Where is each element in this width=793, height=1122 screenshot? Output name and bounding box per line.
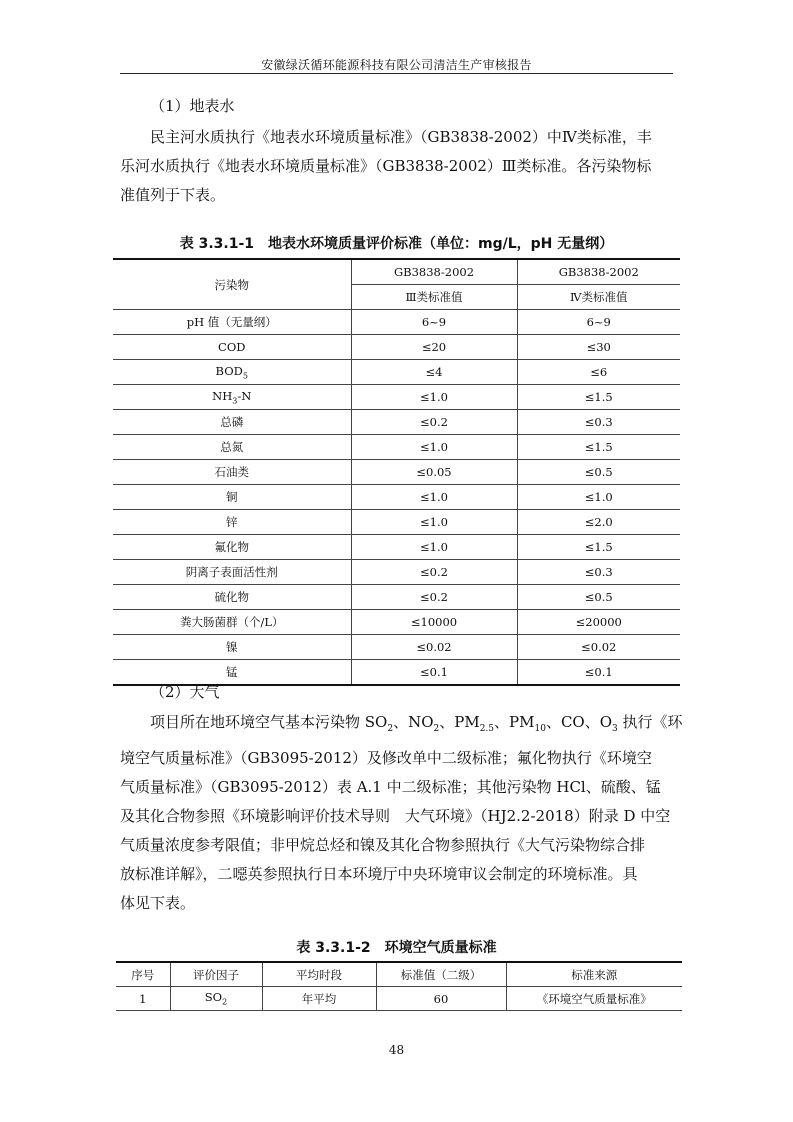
pollutant-cell: 阴离子表面活性剂 [113,560,351,585]
pollutant-cell: 锌 [113,510,351,535]
table-header-row [113,259,680,285]
table1-caption: 表 3.3.1-1 地表水环境质量评价标准（单位：mg/L，pH 无量纲） [179,236,614,252]
header-period: 平均时段 [262,962,376,987]
class4-value: ≤0.5 [517,460,680,485]
paragraph-line: 气质量浓度参考限值；非甲烷总烃和镍及其化合物参照执行《大气污染物综合排 [120,836,646,854]
section-heading-air: （2）大气 [150,683,220,701]
table2-caption: 表 3.3.1-2 环境空气质量标准 [296,940,497,956]
class4-value: ≤0.1 [517,660,680,686]
surface-water-paragraph [120,123,673,210]
table-row [113,435,680,460]
table-row [113,510,680,535]
header-value: 标准值（二级） [376,962,506,987]
pollutant-cell: $BOD_5$ [113,360,351,385]
table-row [113,560,680,585]
class4-value: ≤1.0 [517,485,680,510]
table-row [113,535,680,560]
pollutant-cell: 氟化物 [113,535,351,560]
class3-value: 6~9 [351,310,517,335]
air-paragraph [120,708,683,918]
paragraph-line: 乐河水质执行《地表水环境质量标准》（GB3838-2002）Ⅲ类标准。各污染物标 [120,157,652,175]
header-class3: Ⅲ类标准值 [351,285,517,310]
paragraph-line: 放标准详解》，二噁英参照执行日本环境厅中央环境审议会制定的环境标准。具 [120,865,638,883]
class4-value: ≤0.3 [517,410,680,435]
header-standard-code: GB3838-2002 [351,259,517,285]
table-row [116,987,682,1011]
paragraph-line: 项目所在地环境空气基本污染物 $SO_2$、$NO_2$、$PM_{2.5}$、$PM_{10}$、CO、$O_3$ 执行《环 [150,713,683,734]
row-period: 年平均 [262,987,376,1011]
class3-value: ≤0.02 [351,635,517,660]
header-rule [120,73,673,74]
class4-value: 6~9 [517,310,680,335]
class4-value: ≤30 [517,335,680,360]
class4-value: ≤20000 [517,610,680,635]
pollutant-cell: 总氮 [113,435,351,460]
class4-value: ≤0.02 [517,635,680,660]
table-row [113,360,680,385]
class3-value: ≤0.1 [351,660,517,686]
class3-value: ≤1.0 [351,485,517,510]
row-source: 《环境空气质量标准》 [506,987,682,1011]
class4-value: ≤1.5 [517,385,680,410]
paragraph-line: 境空气质量标准》（GB3095-2012）及修改单中二级标准；氟化物执行《环境空 [120,749,652,767]
pollutant-cell: 锰 [113,660,351,686]
pollutant-cell: 总磷 [113,410,351,435]
row-value: 60 [376,987,506,1011]
pollutant-cell: $NH_3-N$ [113,385,351,410]
row-factor: $SO_2$ [170,987,262,1011]
table-row [113,335,680,360]
class3-value: ≤20 [351,335,517,360]
header-factor: 评价因子 [170,962,262,987]
class4-value: ≤6 [517,360,680,385]
pollutant-cell: pH 值（无量纲） [113,310,351,335]
table-row [113,410,680,435]
class4-value: ≤0.3 [517,560,680,585]
header-pollutant: 污染物 [113,259,351,310]
section-heading-surface-water: （1）地表水 [150,97,235,115]
class3-value: ≤1.0 [351,385,517,410]
class3-value: ≤1.0 [351,435,517,460]
class3-value: ≤4 [351,360,517,385]
table-row [113,310,680,335]
table-row [113,460,680,485]
pollutant-cell: 镍 [113,635,351,660]
class3-value: ≤0.05 [351,460,517,485]
class3-value: ≤10000 [351,610,517,635]
paragraph-line: 民主河水质执行《地表水环境质量标准》（GB3838-2002）中Ⅳ类标准，丰 [150,128,652,146]
paragraph-line: 准值列于下表。 [120,186,226,204]
table-row [113,385,680,410]
table-row [113,585,680,610]
pollutant-cell: 粪大肠菌群（个/L） [113,610,351,635]
table-header-row [116,962,682,987]
pollutant-cell: COD [113,335,351,360]
class4-value: ≤0.5 [517,585,680,610]
pollutant-cell: 石油类 [113,460,351,485]
class3-value: ≤0.2 [351,560,517,585]
class4-value: ≤1.5 [517,535,680,560]
header-standard-code: GB3838-2002 [517,259,680,285]
row-no: 1 [116,987,170,1011]
table-row [113,635,680,660]
air-quality-standard-table [116,961,682,1011]
page-header: 安徽绿沃循环能源科技有限公司清洁生产审核报告 [261,58,532,72]
class4-value: ≤2.0 [517,510,680,535]
pollutant-cell: 硫化物 [113,585,351,610]
paragraph-line: 及其化合物参照《环境影响评价技术导则 大气环境》（HJ2.2-2018）附录 D 中空 [120,807,671,825]
class3-value: ≤0.2 [351,410,517,435]
header-class4: Ⅳ类标准值 [517,285,680,310]
class3-value: ≤1.0 [351,510,517,535]
class3-value: ≤0.2 [351,585,517,610]
header-no: 序号 [116,962,170,987]
class3-value: ≤1.0 [351,535,517,560]
page-number: 48 [388,1043,405,1057]
header-source: 标准来源 [506,962,682,987]
table-row [113,610,680,635]
table-row [113,485,680,510]
paragraph-line: 体见下表。 [120,894,196,912]
class4-value: ≤1.5 [517,435,680,460]
pollutant-cell: 铜 [113,485,351,510]
surface-water-standard-table [113,258,680,686]
paragraph-line: 气质量标准》（GB3095-2012）表 A.1 中二级标准；其他污染物 HCl、硫酸、锰 [120,778,661,796]
